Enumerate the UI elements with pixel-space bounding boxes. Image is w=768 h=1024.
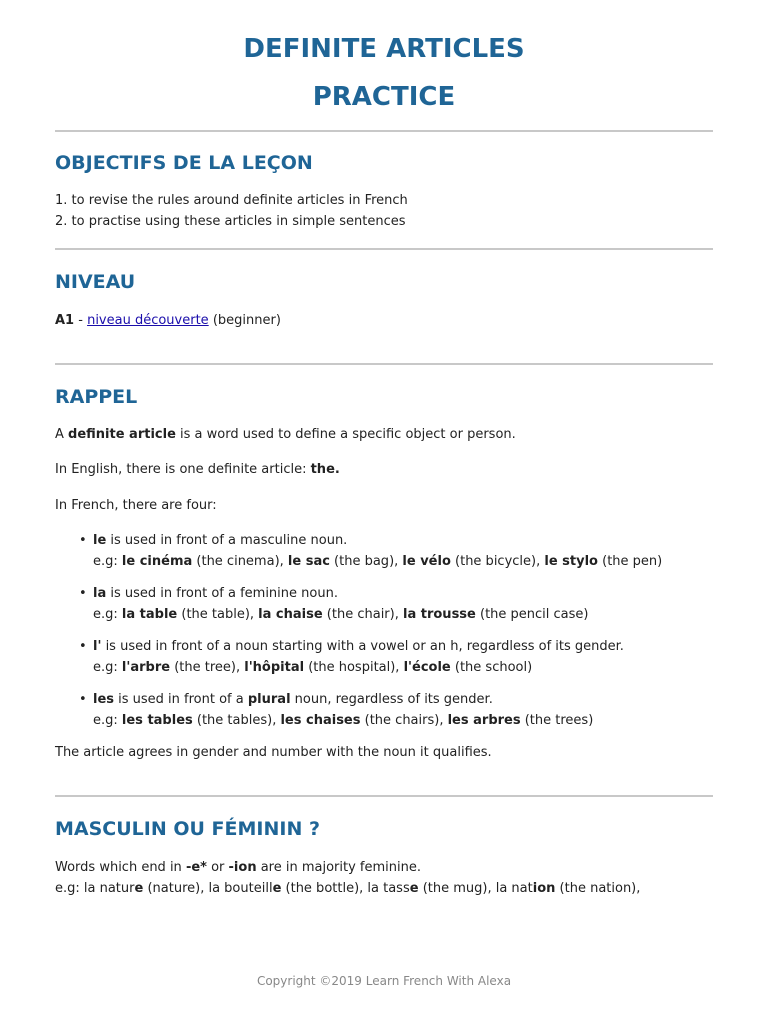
- article: le: [93, 533, 107, 548]
- text-run: (the table),: [177, 607, 259, 622]
- text-run: A: [55, 427, 69, 442]
- divider: [55, 795, 713, 797]
- text-run: (the hospital),: [304, 660, 404, 675]
- objectifs-heading: OBJECTIFS DE LA LEÇON: [55, 152, 313, 174]
- bullet-icon: •: [79, 533, 87, 548]
- bold-run: e: [134, 881, 144, 896]
- rule-desc: is used in front of a: [114, 692, 248, 707]
- objectif-item: 2. to practise using these articles in simple sentences: [55, 214, 406, 229]
- rule-desc: noun, regardless of its gender.: [290, 692, 493, 707]
- rule-item-les: [55, 689, 713, 731]
- example-word: les chaises: [280, 713, 361, 728]
- example-word: la chaise: [258, 607, 323, 622]
- document-page: [55, 0, 713, 899]
- bold-run: -ion: [228, 860, 257, 875]
- example-word: la table: [121, 607, 178, 622]
- example-word: les tables: [121, 713, 193, 728]
- text-run: e.g:: [93, 554, 122, 569]
- bullet-icon: •: [79, 639, 87, 654]
- text-run: (the chairs),: [360, 713, 448, 728]
- text-run: (the chair),: [322, 607, 403, 622]
- objectif-item: 1. to revise the rules around definite articles in French: [55, 193, 408, 208]
- niveau-decouverte-link[interactable]: niveau découverte: [87, 313, 209, 328]
- niveau-text: [55, 310, 713, 331]
- divider: [55, 363, 713, 365]
- text-run: (the school): [450, 660, 533, 675]
- rappel-heading: RAPPEL: [55, 386, 138, 408]
- example-word: les arbres: [447, 713, 521, 728]
- bold-run: e: [409, 881, 419, 896]
- niveau-heading: NIVEAU: [55, 271, 136, 293]
- text-run: are in majority feminine.: [256, 860, 421, 875]
- bold-run: plural: [247, 692, 291, 707]
- level-suffix: (beginner): [208, 313, 281, 328]
- rappel-agreement: The article agrees in gender and number with the noun it qualifies.: [55, 745, 492, 760]
- text-run: e.g: la natur: [55, 881, 135, 896]
- text-run: (the tables),: [192, 713, 281, 728]
- text-run: or: [206, 860, 229, 875]
- example-word: le stylo: [544, 554, 598, 569]
- feminine-examples: [55, 878, 713, 899]
- feminine-endings-rule: [55, 857, 713, 878]
- page-title: [55, 0, 713, 121]
- text-run: e.g:: [93, 607, 122, 622]
- level-label: A1: [55, 313, 75, 328]
- text-run: (the pen): [598, 554, 663, 569]
- text-run: (the mug), la nat: [418, 881, 533, 896]
- copyright-footer: Copyright ©2019 Learn French With Alexa: [256, 974, 512, 988]
- text-run: is a word used to define a specific object or person.: [175, 427, 516, 442]
- article: la: [93, 586, 107, 601]
- rule-item-le: [55, 530, 713, 572]
- text-run: (the bag),: [329, 554, 403, 569]
- rule-item-la: [55, 583, 713, 625]
- text-run: e.g:: [93, 660, 122, 675]
- example-word: le sac: [287, 554, 330, 569]
- text-run: (the bottle), la tass: [281, 881, 410, 896]
- text-run: (the tree),: [170, 660, 245, 675]
- level-dash: -: [74, 313, 88, 328]
- text-run: (the nation),: [555, 881, 641, 896]
- bold-run: e: [272, 881, 282, 896]
- bold-run: definite article: [68, 427, 176, 442]
- rule-desc: is used in front of a masculine noun.: [106, 533, 348, 548]
- bullet-icon: •: [79, 692, 87, 707]
- rule-desc: is used in front of a noun starting with a vowel or an h, regardless of its gender.: [101, 639, 624, 654]
- divider: [55, 248, 713, 250]
- rappel-english: [55, 459, 713, 480]
- bold-run: ion: [532, 881, 556, 896]
- article-rules-list: [55, 530, 713, 731]
- rappel-french-intro: In French, there are four:: [55, 498, 217, 513]
- text-run: In English, there is one definite article:: [55, 462, 311, 477]
- masculin-feminin-heading: MASCULIN OU FÉMININ ?: [55, 818, 320, 840]
- text-run: (nature), la bouteill: [143, 881, 273, 896]
- divider: [55, 130, 713, 132]
- rappel-definition: [55, 424, 713, 445]
- bold-run: -e*: [185, 860, 207, 875]
- example-word: l'école: [403, 660, 451, 675]
- text-run: (the trees): [520, 713, 594, 728]
- masculin-feminin-text: [55, 857, 713, 899]
- bold-run: the.: [310, 462, 340, 477]
- text-run: (the cinema),: [192, 554, 288, 569]
- text-run: e.g:: [93, 713, 122, 728]
- text-run: (the bicycle),: [450, 554, 545, 569]
- title-line-1: DEFINITE ARTICLES: [243, 34, 525, 64]
- text-run: Words which end in: [55, 860, 186, 875]
- rule-desc: is used in front of a feminine noun.: [106, 586, 338, 601]
- article: l': [93, 639, 102, 654]
- text-run: (the pencil case): [475, 607, 589, 622]
- title-line-2: PRACTICE: [312, 82, 456, 112]
- rule-item-l: [55, 636, 713, 678]
- example-word: la trousse: [403, 607, 476, 622]
- bullet-icon: •: [79, 586, 87, 601]
- article: les: [93, 692, 115, 707]
- objectifs-list: [55, 190, 713, 232]
- example-word: le vélo: [402, 554, 451, 569]
- example-word: l'hôpital: [244, 660, 305, 675]
- example-word: l'arbre: [121, 660, 171, 675]
- example-word: le cinéma: [121, 554, 193, 569]
